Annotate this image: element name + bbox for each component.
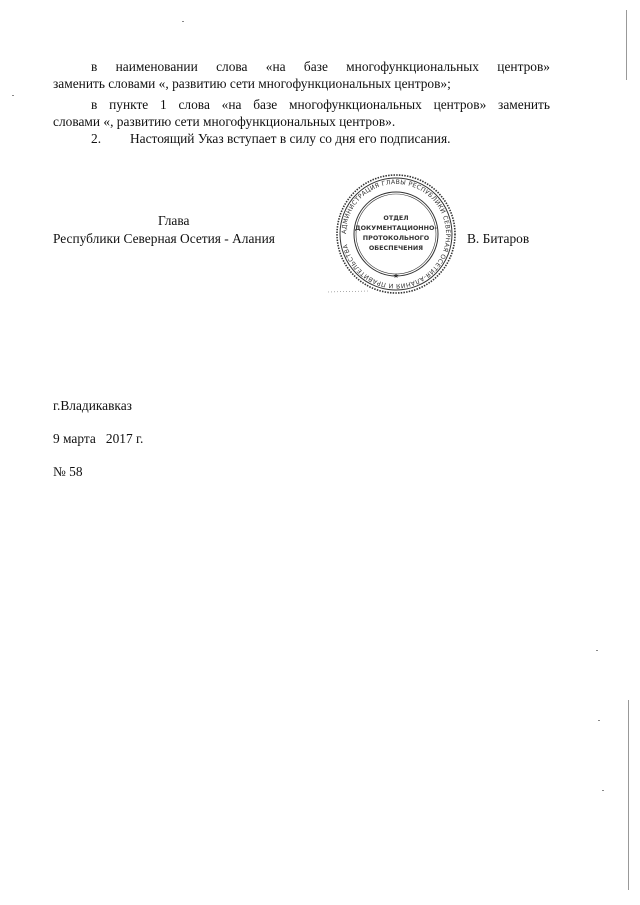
- paragraph-1-line-2: заменить словами «, развитию сети многофункциональных центров»;: [53, 76, 451, 91]
- official-stamp: [328, 174, 464, 294]
- paragraph-2-line-2: словами «, развитию сети многофункциональных центров».: [53, 114, 396, 129]
- stamp-line-2: ДОКУМЕНТАЦИОННО-: [354, 224, 438, 232]
- signature-title: Глава: [158, 213, 190, 228]
- item-2-text: Настоящий Указ вступает в силу со дня его подписания.: [130, 131, 451, 146]
- scan-edge-mark: [628, 700, 629, 890]
- footer-date: 9 марта 2017 г.: [53, 431, 144, 446]
- stamp-line-3: ПРОТОКОЛЬНОГО: [362, 234, 430, 242]
- scan-dot: [596, 650, 598, 651]
- paragraph-1-line-1: [53, 59, 550, 75]
- stamp-line-4: ОБЕСПЕЧЕНИЯ: [368, 244, 424, 252]
- item-2: [91, 131, 450, 147]
- stamp-ring-text: АДМИНИСТРАЦИЯ ГЛАВЫ РЕСПУБЛИКИ СЕВЕРНАЯ ОСЕТИЯ-АЛАНИЯ И ПРАВИТЕЛЬСТВА: [340, 178, 452, 290]
- item-2-number: 2.: [91, 131, 102, 146]
- scan-dot: [602, 790, 604, 791]
- scan-edge-mark: [626, 10, 627, 80]
- signature-organization: Республики Северная Осетия - Алания: [53, 231, 275, 246]
- scan-dot: [598, 720, 600, 721]
- scan-dot: [12, 95, 14, 96]
- paragraph-2-line-1-text: в пункте 1 слова «на базе многофункциональных центров» заменить: [91, 97, 550, 112]
- footer-number: № 58: [53, 464, 83, 479]
- stamp-line-1: ОТДЕЛ: [383, 214, 409, 222]
- paragraph-2-line-1: [53, 97, 550, 113]
- signature-stroke: [328, 291, 368, 292]
- footer-place: г.Владикавказ: [53, 398, 132, 413]
- star-icon: ★: [392, 272, 400, 280]
- signature-name: В. Битаров: [467, 231, 530, 246]
- scan-dot: [182, 21, 184, 22]
- paragraph-1-line-1-text: в наименовании слова «на базе многофункциональных центров»: [91, 59, 550, 74]
